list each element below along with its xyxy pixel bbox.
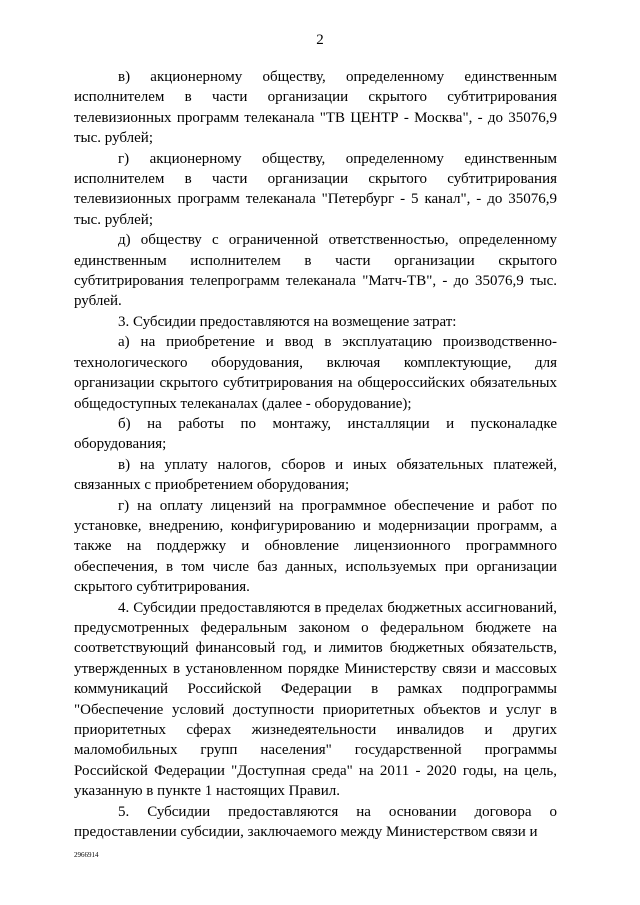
paragraph-2v: в) акционерному обществу, определенному единственным исполнителем в части организации скрытого субтитрирования телевизионных программ телеканала "ТВ ЦЕНТР - Москва", - до 35076,9 тыс. рублей; [74, 69, 557, 147]
document-code: 2966914 [74, 851, 99, 859]
paragraph-3g: г) на оплату лицензий на программное обеспечение и работ по установке, внедрению, конфигурированию и модернизации программ, а также на поддержку и обновление лицензионного программного обеспечения, в том числе баз данных, используемых при организации скрытого субтитрирования. [74, 497, 557, 596]
paragraph-4: 4. Субсидии предоставляются в пределах бюджетных ассигнований, предусмотренных федеральным законом о федеральном бюджете на соответствующий финансовый год, и лимитов бюджетных обязательств, утвержденных в установленном порядке Министерству связи и массовых коммуникаций Российской Федерации в рамках подпрограммы "Обеспечение условий доступности приоритетных объектов и услуг в приоритетных сферах жизнедеятельности инвалидов и других маломобильных групп населения" государственной программы Российской Федерации "Доступная среда" на 2011 - 2020 годы, на цель, указанную в пункте 1 настоящих Правил. [74, 599, 557, 800]
paragraph-2g: г) акционерному обществу, определенному единственным исполнителем в части организации скрытого субтитрирования телевизионных программ телеканала "Петербург - 5 канал", - до 35076,9 тыс. рублей; [74, 150, 557, 228]
paragraph-3v: в) на уплату налогов, сборов и иных обязательных платежей, связанных с приобретением оборудования; [74, 456, 557, 494]
paragraph-5: 5. Субсидии предоставляются на основании договора о предоставлении субсидии, заключаемого между Министерством связи и [74, 803, 557, 841]
page-number: 2 [316, 32, 324, 48]
paragraph-3b: б) на работы по монтажу, инсталляции и пусконаладке оборудования; [74, 415, 557, 453]
paragraph-3a: а) на приобретение и ввод в эксплуатацию производственно-технологического оборудования, включая комплектующие, для организации скрытого субтитрирования на общероссийских обязательных общедоступных телеканалах (далее - оборудование); [74, 334, 557, 412]
paragraph-3: 3. Субсидии предоставляются на возмещение затрат: [118, 313, 457, 330]
paragraph-2d: д) обществу с ограниченной ответственностью, определенному единственным исполнителем в части организации скрытого субтитрирования телепрограмм телеканала "Матч-ТВ", - до 35076,9 тыс. рублей. [74, 232, 557, 310]
document-body [74, 67, 557, 842]
